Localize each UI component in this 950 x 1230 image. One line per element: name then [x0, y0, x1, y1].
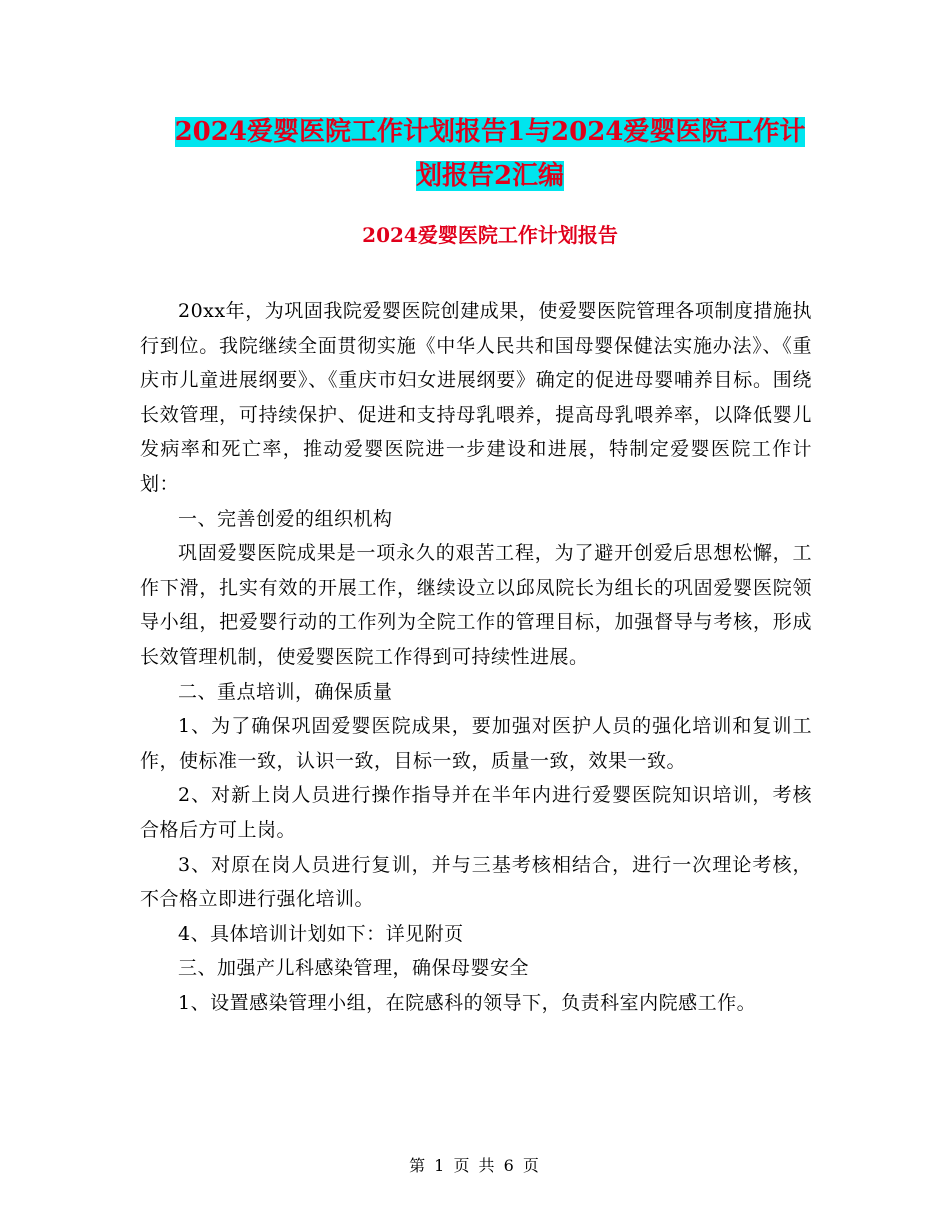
- section-title: 2024爱婴医院工作计划报告: [362, 223, 618, 247]
- heading-section-3: 三、加强产儿科感染管理，确保母婴安全: [178, 957, 530, 980]
- paragraph-item-3: 3、对原在岗人员进行复训，并与三基考核相结合，进行一次理论考核，不合格立即进行强化培训。: [140, 853, 812, 911]
- document-body: [140, 294, 812, 1020]
- paragraph-item-2: 2、对新上岗人员进行操作指导并在半年内进行爱婴医院知识培训，考核合格后方可上岗。: [140, 784, 812, 841]
- paragraph-item-4: 4、具体培训计划如下：详见附页: [178, 922, 464, 945]
- document-title-line2: 划报告2汇编: [415, 161, 565, 191]
- document-title-line1: 2024爱婴医院工作计划报告1与2024爱婴医院工作计: [174, 117, 806, 147]
- heading-section-1: 一、完善创爱的组织机构: [178, 507, 393, 530]
- paragraph-item-5: 1、设置感染管理小组，在院感科的领导下，负责科室内院感工作。: [178, 991, 757, 1014]
- paragraph-item-1: 1、为了确保巩固爱婴医院成果，要加强对医护人员的强化培训和复训工作，使标准一致，认识一致，目标一致，质量一致，效果一致。: [140, 715, 812, 772]
- paragraph-section-1: 巩固爱婴医院成果是一项永久的艰苦工程，为了避开创爱后思想松懈，工作下滑，扎实有效的开展工作，继续设立以邱凤院长为组长的巩固爱婴医院领导小组，把爱婴行动的工作列为全院工作的管理目标，加强督导与考核，形成长效管理机制，使爱婴医院工作得到可持续性进展。: [140, 542, 812, 668]
- document-title: [140, 110, 840, 198]
- heading-section-2: 二、重点培训，确保质量: [178, 680, 393, 703]
- paragraph-intro: 20xx年，为巩固我院爱婴医院创建成果，使爱婴医院管理各项制度措施执行到位。我院继续全面贯彻实施《中华人民共和国母婴保健法实施办法》、《重庆市儿童进展纲要》、《重庆市妇女进展纲要》确定的促进母婴哺养目标。围绕长效管理，可持续保护、促进和支持母乳喂养，提高母乳喂养率，以降低婴儿发病率和死亡率，推动爱婴医院进一步建设和进展，特制定爱婴医院工作计划：: [140, 300, 812, 495]
- page-number: 第 1 页 共 6 页: [409, 1156, 541, 1175]
